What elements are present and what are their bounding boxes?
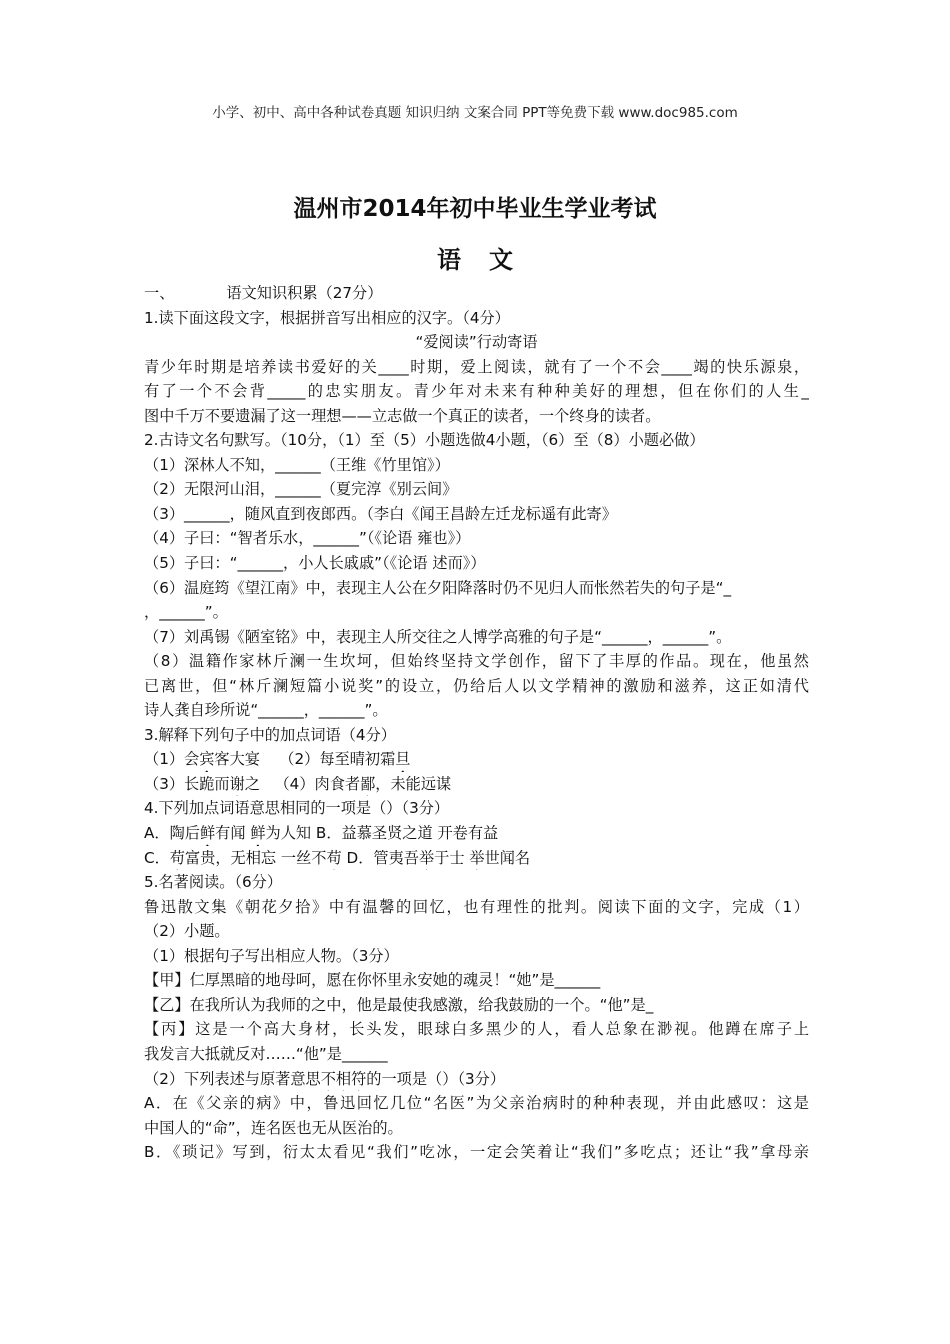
question-2-stem: 2.古诗文名句默写。（10分，（1）至（5）小题选做4小题，（6）至（8）小题必做）: [144, 431, 705, 450]
passage-line: 有了一个不会背_____的忠实朋友。青少年对未来有种种美好的理想，但在你们的人生_: [144, 382, 809, 401]
question-item: （7）刘禹锡《陋室铭》中，表现主人所交往之人博学高雅的句子是“______，______”。: [144, 627, 732, 646]
passage-heading: “爱阅读”行动寄语: [415, 333, 538, 352]
question-item: ，______”。: [144, 603, 228, 622]
dotted-word: 鲜: [250, 824, 266, 843]
page-header: 小学、初中、高中各种试卷真题 知识归纳 文案合同 PPT等免费下载 www.doc985.com: [212, 105, 738, 121]
question-item: 已离世，但“林斤澜短篇小说奖”的设立，仍给后人以文学精神的激励和滋养，这正如清代: [144, 676, 809, 695]
passage-line: 图中千万不要遗漏了这一理想——立志做一个真正的读者，一个终身的读者。: [144, 406, 661, 425]
question-item: （1）会宾客大宴 （2）每至晴初霜旦: [144, 750, 411, 769]
question-1-stem: 1.读下面这段文字，根据拼音写出相应的汉字。（4分）: [144, 308, 510, 327]
dotted-word: 举: [418, 848, 435, 867]
section-number: 一、: [144, 284, 175, 302]
sub-question-2: （2）下列表述与原著意思不相符的一项是（）（3分）: [144, 1069, 506, 1088]
question-item: 【乙】在我所认为我师的之中，他是最使我感激，给我鼓励的一个。“他”是_: [144, 995, 654, 1014]
question-item: （1）深林人不知，______（王维《竹里馆》）: [144, 455, 450, 474]
dotted-word: 不相符: [320, 1069, 367, 1088]
option-line: A．在《父亲的病》中，鲁迅回忆几位“名医”为父亲治病时的种种表现，并由此感叹：这是: [144, 1094, 809, 1113]
question-item: （4）子曰：“智者乐水，______”（《论语 雍也》）: [144, 529, 471, 548]
dotted-word: 鲜: [199, 824, 216, 843]
dotted-word: 苟: [326, 848, 342, 867]
option-line: B．《琐记》写到，衍太太看见“我们”吃冰，一定会笑着让“我们”多吃点；还让“我”拿母亲: [144, 1143, 809, 1162]
question-item: 【甲】仁厚黑暗的地母呵，愿在你怀里永安她的魂灵！“她”是______: [144, 971, 601, 990]
exam-title: 温州市2014年初中毕业生学业考试: [293, 196, 657, 222]
question-4-stem: 4.下列加点词语意思相同的一项是（）（3分）: [144, 799, 450, 818]
passage-line: 青少年时期是培养读书爱好的关____时期，爱上阅读，就有了一个不会____竭的快乐源泉，: [144, 357, 809, 376]
section-heading: [144, 281, 809, 306]
dotted-word: 谢: [229, 774, 245, 793]
exam-subject: 语文: [437, 246, 541, 274]
question-item: （3）长跪而谢之 （4）肉食者鄙，未能远谋: [144, 774, 452, 793]
question-3-stem: 3.解释下列句子中的加点词语（4分）: [144, 725, 396, 744]
question-item: 【丙】这是一个高大身材，长头发，眼球白多黑少的人，看人总象在渺视。他蹲在席子上: [144, 1020, 809, 1039]
question-item: （2）无限河山泪，______（夏完淳《别云间》: [144, 480, 458, 499]
question-item: （8）温籍作家林斤澜一生坎坷，但始终坚持文学创作，留下了丰厚的作品。现在，他虽然: [144, 652, 809, 671]
dotted-word: 旦: [395, 750, 411, 769]
dotted-word: 举: [469, 848, 485, 867]
section-label: 语文知识积累（27分）: [226, 284, 383, 302]
question-item: 诗人龚自珍所说“______，______”。: [144, 701, 388, 720]
option-row: A．陶后鲜有闻 鲜为人知 B．益慕圣贤之道 开卷有益: [144, 824, 499, 843]
question-item: 我发言大抵就反对……“他”是______: [144, 1044, 388, 1063]
passage-line: （2）小题。: [144, 922, 230, 941]
sub-question-1: （1）根据句子写出相应人物。（3分）: [144, 946, 399, 965]
option-line: 中国人的“命”，连名医也无从医治的。: [144, 1118, 403, 1137]
passage-line: 鲁迅散文集《朝花夕拾》中有温馨的回忆，也有理性的批判。阅读下面的文字，完成（1）: [144, 897, 809, 916]
dotted-word: 苟: [169, 848, 185, 867]
question-item: （3）______，随风直到夜郎西。（李白《闻王昌龄左迁龙标遥有此寄》: [144, 504, 617, 523]
exam-body: [144, 281, 809, 1165]
question-item: （6）温庭筠《望江南》中，表现主人公在夕阳降落时仍不见归人而怅然若失的句子是“_: [144, 578, 732, 597]
dotted-word: 宾: [199, 750, 215, 769]
question-item: （5）子曰：“______，小人长戚戚”（《论语 述而》）: [144, 554, 486, 573]
dotted-word: 鄙: [360, 774, 376, 793]
question-5-stem: 5.名著阅读。（6分）: [144, 873, 283, 892]
option-row: C．苟富贵，无相忘 一丝不苟 D．管夷吾举于士 举世闻名: [144, 848, 531, 867]
